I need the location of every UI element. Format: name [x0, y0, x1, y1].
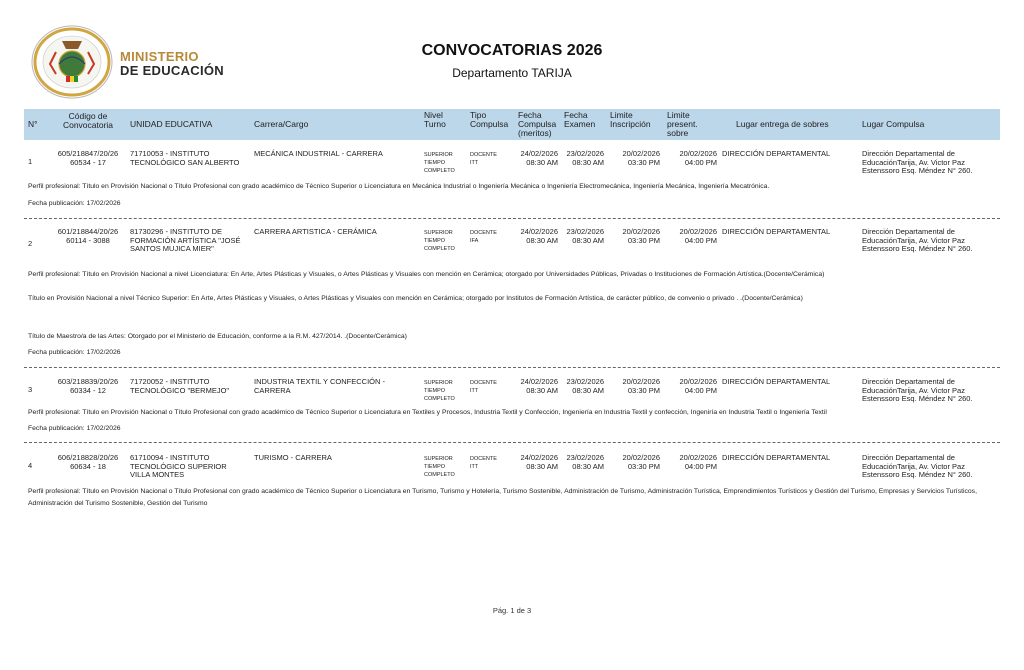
fecha-examen-cell [556, 150, 604, 167]
fecha-compulsa-cell [510, 150, 558, 167]
unidad-cell [130, 228, 240, 254]
page-title: CONVOCATORIAS 2026 [421, 42, 603, 59]
limite-present-time: 04:00 PM [684, 461, 717, 471]
fecha-examen-time: 08:30 AM [572, 385, 604, 395]
limite-inscripcion-cell [610, 228, 660, 245]
nivel-line-3: COMPLETO [424, 168, 455, 174]
ministry-line-1: MINISTERIO [120, 49, 199, 64]
unidad-line-2: FORMACIÓN ARTÍSTICA "JOSÉ [130, 235, 241, 245]
limite-present-date: 20/02/2026 [679, 149, 717, 158]
limite-inscripcion-cell [610, 150, 660, 167]
tipo-line-1: DOCENTE [470, 152, 497, 158]
table-row-1 [24, 148, 1000, 216]
lugar-compulsa-line-1: Dirección Departamental de [862, 377, 955, 386]
lugar-compulsa-line-2: EducaciónTarija, Av. Victor Paz [862, 385, 965, 395]
lugar-compulsa-line-1: Dirección Departamental de [862, 149, 955, 158]
tipo-line-2: ITT [470, 388, 479, 394]
tipo-cell [470, 455, 497, 471]
table-row-3 [24, 376, 1000, 440]
table-row-2 [24, 226, 1000, 366]
unidad-line-2: TECNOLÓGICO SUPERIOR [130, 461, 227, 471]
codigo-line-2: 60114 - 3088 [66, 235, 110, 245]
codigo-line-2: 60634 - 18 [70, 461, 106, 471]
page-header [0, 0, 1024, 110]
limite-inscripcion-date: 20/02/2026 [622, 453, 660, 462]
col-unidad: UNIDAD EDUCATIVA [130, 119, 213, 129]
tipo-line-1: DOCENTE [470, 456, 497, 462]
limite-inscripcion-date: 20/02/2026 [622, 149, 660, 158]
nivel-line-2: TIEMPO [424, 388, 446, 394]
limite-present-time: 04:00 PM [684, 235, 717, 245]
limite-present-date: 20/02/2026 [679, 377, 717, 386]
nivel-line-2: TIEMPO [424, 238, 446, 244]
carrera-cell [254, 228, 377, 237]
fecha-examen-cell [556, 378, 604, 395]
limite-inscripcion-date: 20/02/2026 [622, 377, 660, 386]
tipo-line-2: ITT [470, 160, 479, 166]
limite-inscripcion-time: 03:30 PM [627, 461, 660, 471]
nivel-line-3: COMPLETO [424, 246, 455, 252]
col-fecha-compulsa: Fecha Compulsa (meritos) [518, 110, 557, 138]
col-n: N° [28, 119, 38, 129]
tipo-cell [470, 151, 497, 167]
table-row-4 [24, 452, 1000, 514]
tipo-cell [470, 379, 497, 395]
col-carrera: Carrera/Cargo [254, 119, 309, 129]
col-fecha-examen: Fecha Examen [564, 110, 596, 129]
limite-inscripcion-cell [610, 454, 660, 471]
fecha-examen-time: 08:30 AM [572, 461, 604, 471]
lugar-compulsa-cell [862, 228, 973, 254]
col-nivel: Nivel Turno [424, 110, 446, 129]
codigo-line-1: 606/218828/20/26 [57, 453, 119, 462]
state-seal-logo [30, 24, 114, 100]
lugar-compulsa-line-3: Estenssoro Esq. Méndez N° 260. [862, 394, 973, 404]
carrera-line-1: INDUSTRIA TEXTIL Y CONFECCIÓN - [254, 377, 385, 386]
nivel-line-1: SUPERIOR [424, 380, 453, 386]
lugar-compulsa-line-1: Dirección Departamental de [862, 227, 955, 236]
carrera-cell [254, 150, 383, 159]
row-number: 3 [28, 385, 33, 394]
codigo-line-1: 603/218839/20/26 [57, 377, 119, 386]
fecha-examen-cell [556, 454, 604, 471]
nivel-line-1: SUPERIOR [424, 152, 453, 158]
fecha-examen-time: 08:30 AM [572, 157, 604, 167]
col-codigo: Código de Convocatoria [62, 111, 114, 130]
limite-present-time: 04:00 PM [684, 385, 717, 395]
codigo-line-1: 601/218844/20/26 [57, 227, 119, 236]
nivel-line-1: SUPERIOR [424, 456, 453, 462]
codigo-cell [52, 150, 124, 167]
row-separator [24, 442, 1000, 443]
unidad-line-3: VILLA MONTES [130, 470, 185, 480]
fecha-compulsa-time: 08:30 AM [526, 461, 558, 471]
perfil-profesional: Perfil profesional: Título en Provisión Nacional o Título Profesional con grado académico de Técnico Superior o Licenciatura en Textiles y Procesos, Industria Textil y Confección, Ingeniería en Industria Textil y confección, Ingeniría en Industria Textil o Ingeniería Textil [28, 409, 827, 416]
carrera-line-1: CARRERA ARTISTICA - CERÁMICA [254, 227, 377, 236]
carrera-line-1: TURISMO - CARRERA [254, 453, 332, 462]
limite-present-date: 20/02/2026 [679, 453, 717, 462]
nivel-cell [424, 379, 455, 403]
limite-present-date: 20/02/2026 [679, 227, 717, 236]
nivel-cell [424, 151, 455, 175]
tipo-line-1: DOCENTE [470, 380, 497, 386]
perfil-profesional: Perfil profesional: Título en Provisión Nacional o Título Profesional con grado académico de Técnico Superior o Licenciatura en Mecánica Industrial o Ingeniería Mecánica o Ingeniería Electromecánica, Ingeniería Mecánica, Ingeniería Mecatrónica. [28, 183, 770, 190]
fecha-examen-date: 23/02/2026 [566, 149, 604, 158]
limite-present-time: 04:00 PM [684, 157, 717, 167]
limite-present-cell [667, 454, 717, 471]
unidad-cell [130, 378, 229, 395]
tipo-cell [470, 229, 497, 245]
limite-present-cell [667, 150, 717, 167]
fecha-compulsa-date: 24/02/2026 [520, 227, 558, 236]
unidad-line-1: 81730296 - INSTITUTO DE [130, 227, 222, 236]
fecha-compulsa-date: 24/02/2026 [520, 453, 558, 462]
codigo-cell [52, 378, 124, 395]
codigo-line-2: 60534 - 17 [70, 157, 106, 167]
lugar-compulsa-line-2: EducaciónTarija, Av. Victor Paz [862, 157, 965, 167]
unidad-line-2: TECNOLÓGICO "BERMEJO" [130, 385, 230, 395]
unidad-line-2: TECNOLÓGICO SAN ALBERTO [130, 157, 240, 167]
lugar-entrega-cell: DIRECCIÓN DEPARTAMENTAL [722, 377, 831, 386]
fecha-compulsa-cell [510, 228, 558, 245]
lugar-entrega-cell: DIRECCIÓN DEPARTAMENTAL [722, 453, 831, 462]
nivel-line-3: COMPLETO [424, 396, 455, 402]
fecha-compulsa-date: 24/02/2026 [520, 149, 558, 158]
row-number: 2 [28, 239, 33, 248]
fecha-examen-date: 23/02/2026 [566, 227, 604, 236]
fecha-compulsa-cell [510, 454, 558, 471]
tipo-line-1: DOCENTE [470, 230, 497, 236]
page-subtitle: Departamento TARIJA [452, 66, 572, 80]
unidad-cell [130, 150, 239, 167]
fecha-compulsa-time: 08:30 AM [526, 235, 558, 245]
limite-present-cell [667, 228, 717, 245]
limite-inscripcion-time: 03:30 PM [627, 385, 660, 395]
ministry-logo-text [120, 50, 224, 78]
lugar-compulsa-line-3: Estenssoro Esq. Méndez N° 260. [862, 244, 973, 254]
carrera-cell [254, 378, 385, 395]
lugar-compulsa-cell [862, 454, 973, 480]
nivel-line-2: TIEMPO [424, 464, 446, 470]
fecha-compulsa-time: 08:30 AM [526, 385, 558, 395]
col-lugar-entrega: Lugar entrega de sobres [736, 119, 829, 129]
tipo-line-2: IFA [470, 238, 479, 244]
lugar-compulsa-line-2: EducaciónTarija, Av. Victor Paz [862, 461, 965, 471]
col-lugar-compulsa: Lugar Compulsa [862, 119, 925, 129]
codigo-line-1: 605/218847/20/26 [57, 149, 119, 158]
limite-inscripcion-cell [610, 378, 660, 395]
nivel-line-2: TIEMPO [424, 160, 446, 166]
nivel-line-3: COMPLETO [424, 472, 455, 478]
codigo-line-2: 60334 - 12 [70, 385, 106, 395]
perfil-profesional-tecnico: Título en Provisión Nacional a nivel Técnico Superior: En Arte, Artes Plásticas y Visuales, o Artes Plásticas y Visuales con mención en Cerámica; otorgado por Institutos de Formación Artística, de carácter público, de convenio o privado . .(Docente/Cerámica) [28, 295, 803, 302]
page-number: Pág. 1 de 3 [492, 606, 532, 615]
carrera-line-2: CARRERA [254, 385, 291, 395]
lugar-compulsa-cell [862, 150, 973, 176]
ministry-line-2: DE EDUCACIÓN [120, 63, 224, 78]
perfil-profesional: Perfil profesional: Título en Provisión Nacional o Título Profesional con grado académico de Técnico Superior o Licenciatura en Turismo, Turismo y Hotelería, Turismo Sostenible, Administración de Turismo, Administración Turística, Emprendimientos Turísticos y Gestión del Turismo, Empresas y Servicios Turísticos, Administración del Turismo Sostenible, Gestión del Turismo [28, 488, 977, 507]
limite-inscripcion-time: 03:30 PM [627, 157, 660, 167]
row-number: 1 [28, 157, 33, 166]
lugar-compulsa-line-3: Estenssoro Esq. Méndez N° 260. [862, 166, 973, 176]
carrera-cell [254, 454, 332, 463]
fecha-compulsa-date: 24/02/2026 [520, 377, 558, 386]
unidad-line-3: SANTOS MUJICA MIER" [130, 244, 214, 254]
limite-inscripcion-date: 20/02/2026 [622, 227, 660, 236]
col-tipo: Tipo Compulsa [470, 110, 509, 129]
fecha-examen-date: 23/02/2026 [566, 453, 604, 462]
fecha-publicacion: Fecha publicación: 17/02/2026 [28, 200, 121, 207]
unidad-line-1: 71720052 - INSTITUTO [130, 377, 210, 386]
perfil-profesional-maestro: Título de Maestro/a de las Artes: Otorgado por el Ministerio de Educación, conforme a la R.M. 427/2014. .(Docente/Cerámica) [28, 333, 407, 340]
lugar-compulsa-line-1: Dirección Departamental de [862, 453, 955, 462]
tipo-line-2: ITT [470, 464, 479, 470]
fecha-examen-time: 08:30 AM [572, 235, 604, 245]
perfil-profesional: Perfil profesional: Título en Provisión Nacional a nivel Licenciatura: En Arte, Artes Plásticas y Visuales, o Artes Plásticas y Visuales con mención en Cerámica; otorgado por Universidades Públicas, Privadas o Instituciones de Formación Artística.(Docente/Cerámica) [28, 271, 825, 278]
limite-inscripcion-time: 03:30 PM [627, 235, 660, 245]
lugar-compulsa-cell [862, 378, 973, 404]
lugar-entrega-cell: DIRECCIÓN DEPARTAMENTAL [722, 149, 831, 158]
col-limite-inscripcion: Limite Inscripción [610, 110, 651, 129]
limite-present-cell [667, 378, 717, 395]
unidad-line-1: 61710094 - INSTITUTO [130, 453, 210, 462]
codigo-cell [52, 228, 124, 245]
fecha-publicacion: Fecha publicación: 17/02/2026 [28, 349, 121, 356]
fecha-examen-cell [556, 228, 604, 245]
table-header [24, 109, 1000, 140]
row-separator [24, 218, 1000, 219]
fecha-publicacion: Fecha publicación: 17/02/2026 [28, 425, 121, 432]
fecha-examen-date: 23/02/2026 [566, 377, 604, 386]
fecha-compulsa-cell [510, 378, 558, 395]
unidad-line-1: 71710053 - INSTITUTO [130, 149, 210, 158]
unidad-cell [130, 454, 227, 480]
col-limite-present: Limite present. sobre [667, 110, 698, 138]
nivel-cell [424, 455, 455, 479]
nivel-line-1: SUPERIOR [424, 230, 453, 236]
fecha-compulsa-time: 08:30 AM [526, 157, 558, 167]
lugar-compulsa-line-3: Estenssoro Esq. Méndez N° 260. [862, 470, 973, 480]
row-separator [24, 367, 1000, 368]
carrera-line-1: MECÁNICA INDUSTRIAL - CARRERA [254, 149, 383, 158]
row-number: 4 [28, 461, 33, 470]
lugar-entrega-cell: DIRECCIÓN DEPARTAMENTAL [722, 227, 831, 236]
nivel-cell [424, 229, 455, 253]
lugar-compulsa-line-2: EducaciónTarija, Av. Victor Paz [862, 235, 965, 245]
codigo-cell [52, 454, 124, 471]
